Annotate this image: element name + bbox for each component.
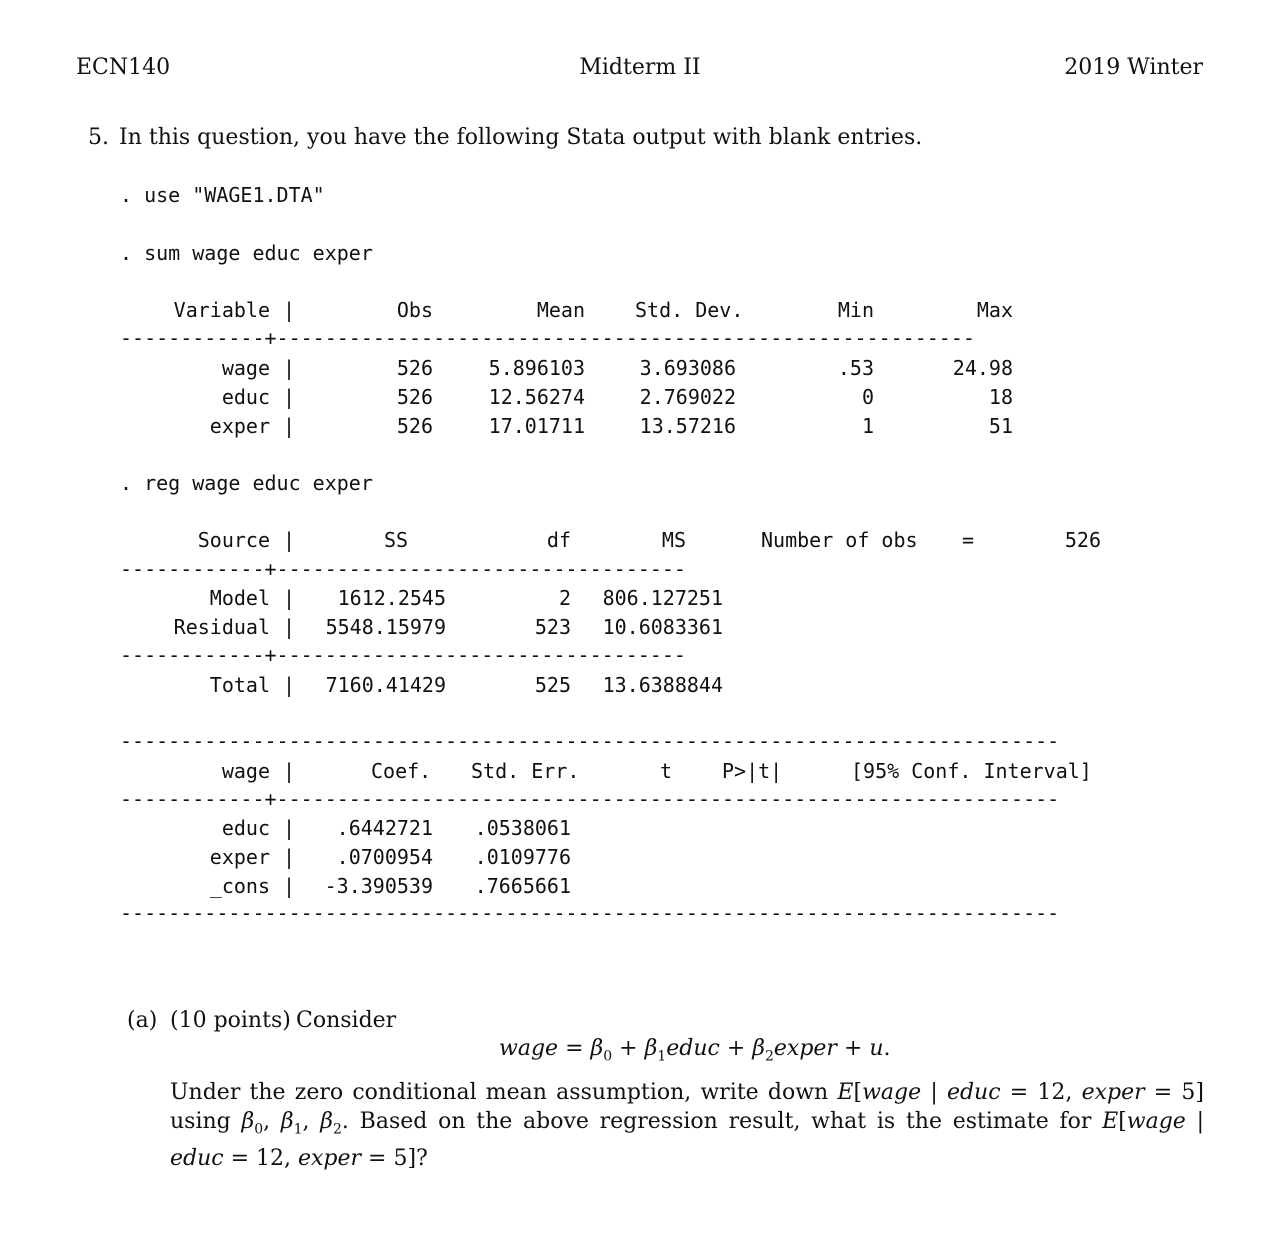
eq-beta0: β xyxy=(590,1036,604,1061)
summary-cell: 24.98 xyxy=(952,356,1013,380)
body-text: [ xyxy=(853,1080,863,1105)
anova-row-label: Model xyxy=(209,586,270,610)
summary-cell: 5.896103 xyxy=(488,356,585,380)
question-number: 5. xyxy=(88,125,109,150)
column-separator: | xyxy=(283,845,296,869)
column-separator: | xyxy=(283,528,296,552)
summary-header-stddev: Std. Dev. xyxy=(635,298,744,322)
eq-exper: exper xyxy=(773,1036,837,1061)
anova-header-source: Source xyxy=(197,528,270,552)
anova-cell: 10.6083361 xyxy=(602,615,723,639)
anova-cell: 525 xyxy=(534,673,571,697)
coef-cell: .0538061 xyxy=(474,816,571,840)
coef-header-t: t xyxy=(660,759,673,783)
regression-equation xyxy=(499,1036,891,1064)
body-text: [ xyxy=(1118,1109,1127,1134)
summary-cell: 2.769022 xyxy=(639,385,736,409)
coef-cell: -3.390539 xyxy=(324,874,433,898)
separator-line: ------------+---------------------------------------------------------- xyxy=(120,326,975,350)
summary-cell: 51 xyxy=(988,414,1013,438)
summary-cell: 0 xyxy=(861,385,874,409)
column-separator: | xyxy=(283,385,296,409)
header-exam: Midterm II xyxy=(579,55,701,80)
anova-header-ss: SS xyxy=(383,528,409,552)
separator-line: ------------------------------------------------------------------------------ xyxy=(120,901,1060,925)
column-separator: | xyxy=(283,816,296,840)
command-reg: . reg wage educ exper xyxy=(120,471,373,495)
anova-cell: 523 xyxy=(534,615,571,639)
column-separator: | xyxy=(283,759,296,783)
column-separator: | xyxy=(283,615,296,639)
anova-row-label: Residual xyxy=(173,615,270,639)
math-exper: exper xyxy=(1081,1080,1145,1105)
eq-beta0-sub: 0 xyxy=(603,1048,613,1065)
eq-period: . xyxy=(883,1036,891,1061)
coef-row-label: _cons xyxy=(209,874,270,898)
summary-cell: 12.56274 xyxy=(488,385,585,409)
summary-cell: 526 xyxy=(396,356,433,380)
eq-beta2-sub: 2 xyxy=(764,1048,774,1065)
part-a-points: (10 points) xyxy=(170,1008,291,1033)
column-separator: | xyxy=(283,356,296,380)
anova-cell: 806.127251 xyxy=(602,586,723,610)
part-a-body xyxy=(170,1078,1204,1173)
body-text: = 5]? xyxy=(361,1146,428,1172)
math-beta: β xyxy=(320,1109,333,1134)
header-course: ECN140 xyxy=(76,55,171,80)
summary-header-mean: Mean xyxy=(536,298,585,322)
math-beta: β xyxy=(241,1109,255,1134)
column-separator: | xyxy=(283,414,296,438)
body-text: Under the zero conditional mean assumption, write down xyxy=(170,1080,838,1105)
anova-cell: 7160.41429 xyxy=(325,673,446,697)
math-sub: 0 xyxy=(254,1121,264,1138)
nobs-value: 526 xyxy=(1064,528,1101,552)
summary-cell: 18 xyxy=(988,385,1013,409)
separator-line: ------------------------------------------------------------------------------ xyxy=(120,729,1060,753)
body-text: = 5] using xyxy=(170,1080,1205,1134)
body-text: , xyxy=(263,1109,281,1134)
nobs-equals: = xyxy=(962,528,975,552)
summary-cell: 17.01711 xyxy=(488,414,585,438)
separator-line: ------------+---------------------------------- xyxy=(120,643,686,667)
eq-lhs: wage xyxy=(499,1036,559,1061)
coef-header-ci: [95% Conf. Interval] xyxy=(851,759,1092,783)
math-beta: β xyxy=(280,1109,294,1134)
part-a-label: (a) xyxy=(127,1008,158,1033)
column-separator: | xyxy=(283,874,296,898)
coef-cell: .7665661 xyxy=(474,874,571,898)
math-educ: educ xyxy=(170,1146,224,1172)
eq-beta1: β xyxy=(644,1036,658,1061)
coef-header-depvar: wage xyxy=(221,759,270,783)
coef-header-stderr: Std. Err. xyxy=(471,759,580,783)
math-exper: exper xyxy=(298,1146,362,1172)
summary-cell: .53 xyxy=(837,356,874,380)
math-sub: 2 xyxy=(333,1121,342,1138)
body-text: . Based on the above regression result, what is the estimate for xyxy=(341,1109,1103,1134)
eq-error: u xyxy=(869,1036,884,1061)
column-separator: | xyxy=(283,298,296,322)
summary-header-max: Max xyxy=(976,298,1013,322)
separator-line: ------------+----------------------------------------------------------------- xyxy=(120,787,1060,811)
eq-plus: + xyxy=(843,1036,863,1061)
math-wage: wage xyxy=(862,1080,922,1105)
eq-plus: + xyxy=(619,1036,638,1061)
coef-cell: .6442721 xyxy=(336,816,433,840)
math-sub: 1 xyxy=(293,1121,303,1138)
summary-cell: 1 xyxy=(861,414,874,438)
column-separator: | xyxy=(283,586,296,610)
header-term: 2019 Winter xyxy=(1064,55,1203,80)
math-wage: wage xyxy=(1126,1109,1186,1134)
command-use: . use "WAGE1.DTA" xyxy=(120,183,325,207)
anova-cell: 5548.15979 xyxy=(325,615,446,639)
coef-header-coef: Coef. xyxy=(371,759,432,783)
math-expectation: E xyxy=(1102,1109,1119,1134)
command-sum: . sum wage educ exper xyxy=(120,241,373,265)
column-separator: | xyxy=(283,673,296,697)
summary-row-label: educ xyxy=(221,385,270,409)
coef-cell: .0700954 xyxy=(336,845,433,869)
summary-header-min: Min xyxy=(837,298,874,322)
anova-header-ms: MS xyxy=(661,528,686,552)
summary-header-obs: Obs xyxy=(396,298,433,322)
coef-row-label: exper xyxy=(209,845,270,869)
summary-cell: 13.57216 xyxy=(639,414,736,438)
eq-educ: educ xyxy=(666,1036,720,1061)
eq-sign: = xyxy=(565,1036,584,1061)
anova-header-df: df xyxy=(546,528,571,552)
part-a-lead: Consider xyxy=(296,1008,397,1033)
summary-row-label: exper xyxy=(209,414,270,438)
body-text: | xyxy=(921,1080,947,1105)
coef-cell: .0109776 xyxy=(474,845,571,869)
eq-plus: + xyxy=(726,1036,746,1061)
body-text: = 12, xyxy=(1000,1080,1082,1105)
anova-cell: 2 xyxy=(558,586,571,610)
math-educ: educ xyxy=(946,1080,1001,1105)
summary-cell: 526 xyxy=(396,414,433,438)
separator-line: ------------+---------------------------------- xyxy=(120,557,686,581)
question-text: In this question, you have the following Stata output with blank entries. xyxy=(119,125,923,150)
body-text: = 12, xyxy=(223,1146,298,1172)
body-text: , xyxy=(302,1109,321,1134)
summary-cell: 3.693086 xyxy=(639,356,736,380)
coef-row-label: educ xyxy=(221,816,270,840)
summary-cell: 526 xyxy=(396,385,433,409)
eq-beta1-sub: 1 xyxy=(657,1048,667,1065)
anova-row-label: Total xyxy=(209,673,270,697)
nobs-label: Number of obs xyxy=(761,528,918,552)
anova-cell: 1612.2545 xyxy=(337,586,446,610)
summary-row-label: wage xyxy=(221,356,270,380)
math-expectation: E xyxy=(837,1080,854,1105)
summary-header-variable: Variable xyxy=(173,298,270,322)
coef-header-pvalue: P>|t| xyxy=(722,759,783,783)
anova-cell: 13.6388844 xyxy=(602,673,723,697)
eq-beta2: β xyxy=(752,1036,765,1061)
body-text: | xyxy=(1185,1109,1204,1134)
